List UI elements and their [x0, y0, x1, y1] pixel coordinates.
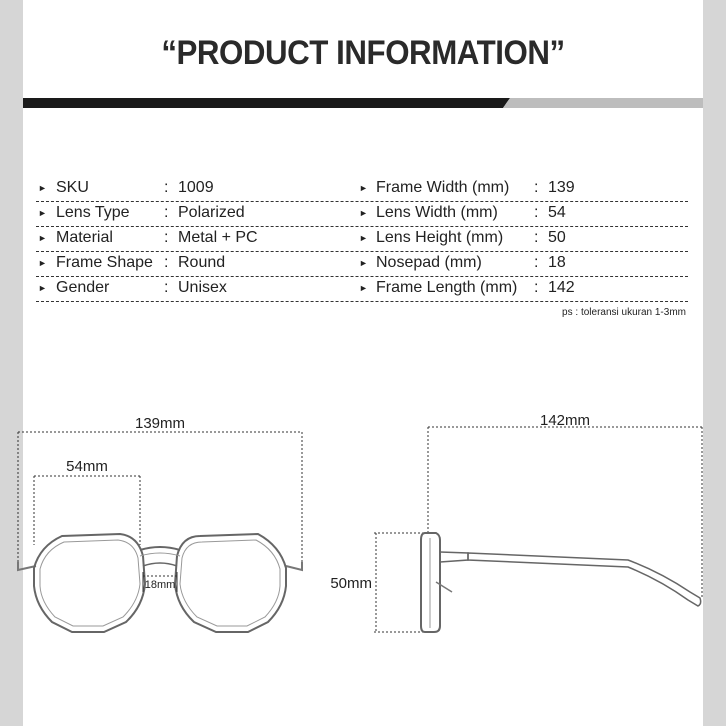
frame-width-label: 139mm — [134, 415, 186, 432]
left-lens-frame — [34, 534, 145, 632]
spec-separator: : — [164, 179, 169, 196]
temple-hinge — [440, 552, 468, 562]
spec-value: 1009 — [178, 179, 214, 196]
right-endpiece — [286, 562, 302, 570]
spec-value: Polarized — [178, 204, 245, 221]
spec-value: 139 — [548, 179, 575, 196]
right-lens-frame — [175, 534, 286, 632]
spec-value: 54 — [548, 204, 566, 221]
spec-separator: : — [534, 179, 539, 196]
bullet-icon: ► — [38, 283, 47, 293]
spec-separator: : — [534, 229, 539, 246]
spec-label: Lens Width (mm) — [376, 204, 498, 221]
top-bridge — [140, 547, 180, 550]
spec-label: Frame Length (mm) — [376, 279, 518, 296]
spec-label: Frame Width (mm) — [376, 179, 510, 196]
temple-arm — [468, 553, 701, 606]
spec-label: Gender — [56, 279, 110, 296]
nosepad-arm — [436, 582, 452, 592]
left-lens-inner — [40, 540, 140, 626]
side-view — [374, 427, 702, 632]
frame-length-label: 142mm — [539, 412, 591, 429]
spec-value: Metal + PC — [178, 229, 258, 246]
spec-label: Frame Shape — [56, 254, 153, 271]
spec-value: 50 — [548, 229, 566, 246]
bullet-icon: ► — [38, 258, 47, 268]
bullet-icon: ► — [359, 283, 368, 293]
spec-value: 18 — [548, 254, 566, 271]
page-title: “PRODUCT INFORMATION” — [161, 34, 565, 72]
bullet-icon: ► — [38, 233, 47, 243]
spec-separator: : — [534, 279, 539, 296]
spec-separator: : — [164, 229, 169, 246]
spec-label: Lens Height (mm) — [376, 229, 504, 246]
spec-value: Unisex — [178, 279, 227, 296]
right-lens-inner — [180, 540, 280, 626]
bullet-icon: ► — [38, 208, 47, 218]
lens-width-label: 54mm — [66, 458, 108, 475]
spec-separator: : — [534, 254, 539, 271]
bullet-icon: ► — [359, 233, 368, 243]
spec-label: SKU — [56, 179, 89, 196]
spec-value: Round — [178, 254, 226, 271]
spec-separator: : — [164, 279, 169, 296]
spec-label: Nosepad (mm) — [376, 254, 482, 271]
lens-height-label: 50mm — [330, 575, 372, 592]
bullet-icon: ► — [359, 183, 368, 193]
bullet-icon: ► — [359, 258, 368, 268]
spec-separator: : — [164, 204, 169, 221]
spec-label: Material — [56, 229, 113, 246]
spec-separator: : — [534, 204, 539, 221]
front-view — [18, 432, 302, 632]
lower-bridge — [143, 563, 177, 566]
top-bridge-inner — [140, 553, 180, 556]
spec-label: Lens Type — [56, 204, 130, 221]
tolerance-note: ps : toleransi ukuran 1-3mm — [562, 307, 686, 318]
spec-separator: : — [164, 254, 169, 271]
spec-value: 142 — [548, 279, 575, 296]
nosepad-label: 18mm — [144, 579, 176, 591]
bullet-icon: ► — [359, 208, 368, 218]
bullet-icon: ► — [38, 183, 47, 193]
